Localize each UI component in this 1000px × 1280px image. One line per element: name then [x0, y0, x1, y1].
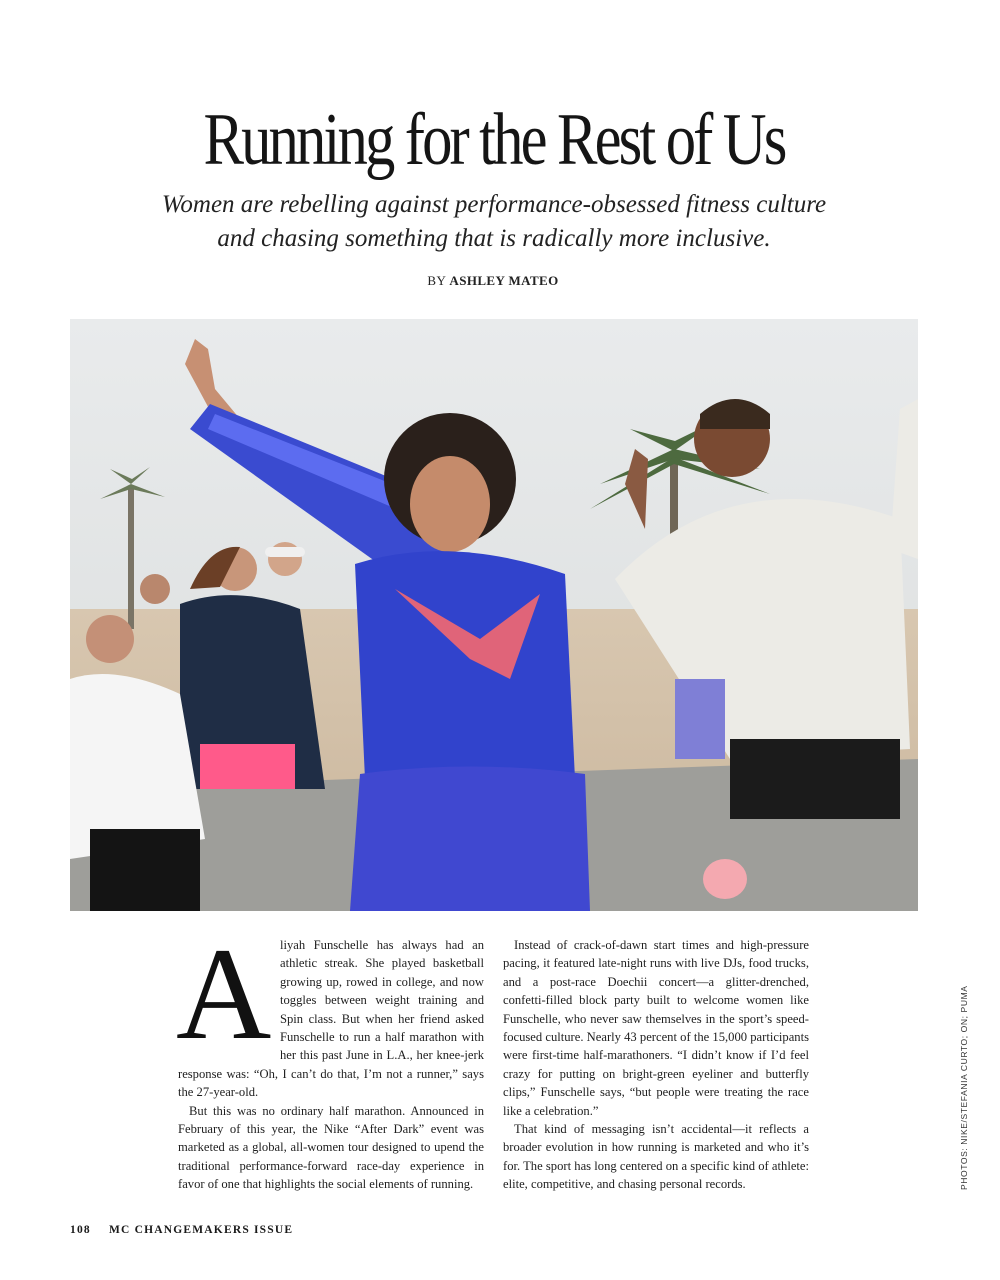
hero-photo-illustration: [70, 319, 918, 911]
body-column-right: [503, 936, 809, 1194]
body-column-left: [176, 920, 484, 1194]
byline-author: ASHLEY MATEO: [449, 273, 559, 288]
article-dek: Women are rebelling against performance-obsessed fitness culture and chasing something that is radically more inclusive.: [161, 191, 827, 252]
byline: [0, 273, 986, 289]
body-paragraph: Instead of crack-of-dawn start times and high-pressure pacing, it featured late-night runs with live DJs, food trucks, and a post-race Doechii concert—a glitter-drenched, confetti-filled block party built to welcome women like Funschelle, who never saw themselves in the sport’s speed-focused culture. Nearly 43 percent of the 15,000 participants were first-time half-marathoners. “I didn’t know if I’d feel crazy for putting on bright-green eyeliner and butterfly clips,” Funschelle says, “but people were treating the race like a celebration.”: [503, 938, 809, 1118]
body-paragraph: But this was no ordinary half marathon. Announced in February of this year, the Nike “After Dark” event was marketed as a global, all-women tour designed to upend the traditional performance-forward race-day experience in favor of one that highlights the social elements of running.: [178, 1103, 484, 1192]
section-label: MC CHANGEMAKERS ISSUE: [108, 1224, 294, 1236]
page-number: 108: [70, 1224, 91, 1236]
photo-credit: PHOTOS: NIKE/STEFANIA CURTO; ON; PUMA: [959, 985, 969, 1190]
body-paragraph: liyah Funschelle has always had an athletic streak. She played basketball growing up, rowed in college, and now toggles between weight training and Spin class. But when her friend asked Funschelle to run a half marathon with her this past June in L.A., her knee-jerk response was: “Oh, I can’t do that, I’m not a runner,” says the 27-year-old.: [178, 938, 484, 1100]
byline-prefix: BY: [427, 273, 446, 288]
drop-cap: A: [176, 920, 272, 1067]
article-headline: Running for the Rest of Us: [203, 99, 785, 181]
body-paragraph: That kind of messaging isn’t accidental—it reflects a broader evolution in how running is marketed and who it’s for. The sport has long centered on a specific kind of athlete: elite, competitive, and chasing personal records.: [503, 1122, 809, 1192]
page-footer: [70, 1224, 293, 1236]
hero-photo: [70, 319, 918, 911]
